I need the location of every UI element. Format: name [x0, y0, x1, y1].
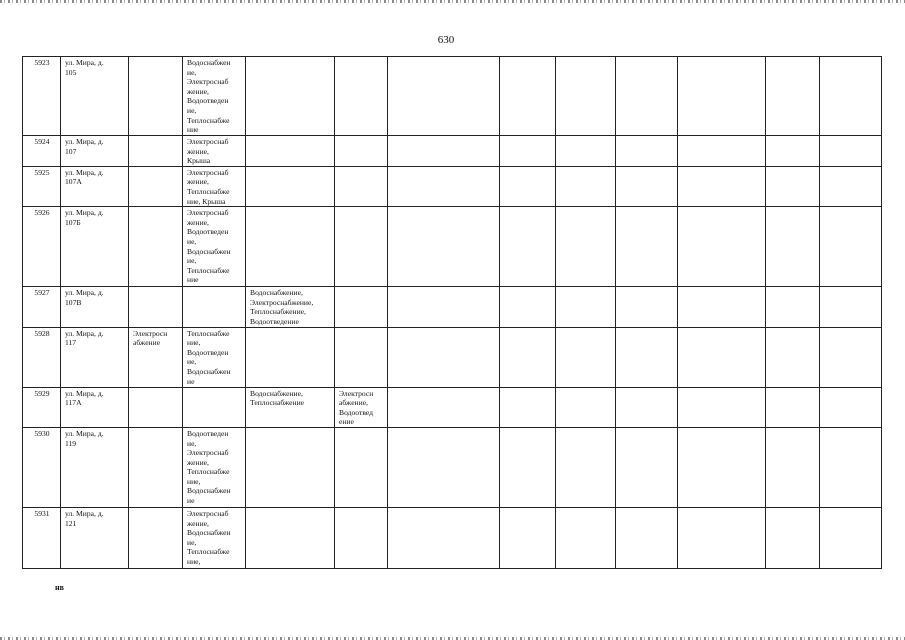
works-cell-col4: Электроснаб жение, Водоотведен ие, Водоснабжен ие, Теплоснабже ние — [183, 207, 246, 287]
address-cell: ул. Мира, д. 121 — [61, 507, 129, 568]
table-row — [23, 327, 882, 387]
works-cell-col4 — [183, 287, 246, 327]
works-cell-col5 — [246, 507, 335, 568]
row-number: 5927 — [23, 287, 61, 327]
address-cell: ул. Мира, д. 107А — [61, 166, 129, 206]
table-row — [23, 166, 882, 206]
works-cell-col6 — [335, 427, 388, 507]
works-cell-col4: Электроснаб жение, Крыша — [183, 136, 246, 167]
works-cell-col3 — [129, 166, 183, 206]
works-cell-col6 — [335, 57, 388, 136]
works-cell-col5: Водоснабжение, Теплоснабжение — [246, 387, 335, 427]
works-cell-col5: Водоснабжение, Электроснабжение, Теплоснабжение, Водоотведение — [246, 287, 335, 327]
address-cell: ул. Мира, д. 107 — [61, 136, 129, 167]
row-number: 5928 — [23, 327, 61, 387]
works-cell-col3 — [129, 507, 183, 568]
works-cell-col5 — [246, 207, 335, 287]
works-cell-col3 — [129, 57, 183, 136]
row-number: 5923 — [23, 57, 61, 136]
address-cell: ул. Мира, д. 117 — [61, 327, 129, 387]
address-cell: ул. Мира, д. 105 — [61, 57, 129, 136]
table-row — [23, 387, 882, 427]
works-cell-col3: Электросн абжение — [129, 327, 183, 387]
row-number: 5930 — [23, 427, 61, 507]
works-cell-col4 — [183, 387, 246, 427]
works-cell-col5 — [246, 166, 335, 206]
works-cell-col3 — [129, 136, 183, 167]
row-number: 5929 — [23, 387, 61, 427]
address-cell: ул. Мира, д. 107Б — [61, 207, 129, 287]
works-cell-col6: Электросн абжение, Водоотвед ение — [335, 387, 388, 427]
works-cell-col3 — [129, 287, 183, 327]
address-cell: ул. Мира, д. 117А — [61, 387, 129, 427]
table-row — [23, 287, 882, 327]
table-row — [23, 136, 882, 167]
works-cell-col4: Водоснабжен ие, Электроснаб жение, Водоотведен ие, Теплоснабже ние — [183, 57, 246, 136]
works-cell-col4: Водоотведен ие, Электроснаб жение, Теплоснабже ние, Водоснабжен ие — [183, 427, 246, 507]
works-cell-col4: Электроснаб жение, Теплоснабже ние, Крыша — [183, 166, 246, 206]
works-cell-col6 — [335, 207, 388, 287]
works-cell-col5 — [246, 327, 335, 387]
footer-mark: нв — [55, 583, 64, 592]
row-number: 5931 — [23, 507, 61, 568]
works-cell-col6 — [335, 136, 388, 167]
works-cell-col3 — [129, 387, 183, 427]
page-number: 630 — [437, 34, 455, 46]
table-row — [23, 507, 882, 568]
table-row — [23, 57, 882, 136]
works-cell-col3 — [129, 427, 183, 507]
works-cell-col5 — [246, 57, 335, 136]
scan-top-edge — [0, 0, 905, 3]
row-number: 5926 — [23, 207, 61, 287]
address-cell: ул. Мира, д. 119 — [61, 427, 129, 507]
address-cell: ул. Мира, д. 107В — [61, 287, 129, 327]
works-cell-col5 — [246, 427, 335, 507]
works-cell-col5 — [246, 136, 335, 167]
works-cell-col4: Электроснаб жение, Водоснабжен ие, Теплоснабже ние, — [183, 507, 246, 568]
register-table — [22, 56, 882, 569]
works-cell-col6 — [335, 166, 388, 206]
works-cell-col6 — [335, 507, 388, 568]
works-cell-col6 — [335, 327, 388, 387]
works-cell-col3 — [129, 207, 183, 287]
row-number: 5924 — [23, 136, 61, 167]
works-cell-col6 — [335, 287, 388, 327]
table-row — [23, 427, 882, 507]
table-row — [23, 207, 882, 287]
works-cell-col4: Теплоснабже ние, Водоотведен ие, Водоснабжен ие — [183, 327, 246, 387]
row-number: 5925 — [23, 166, 61, 206]
